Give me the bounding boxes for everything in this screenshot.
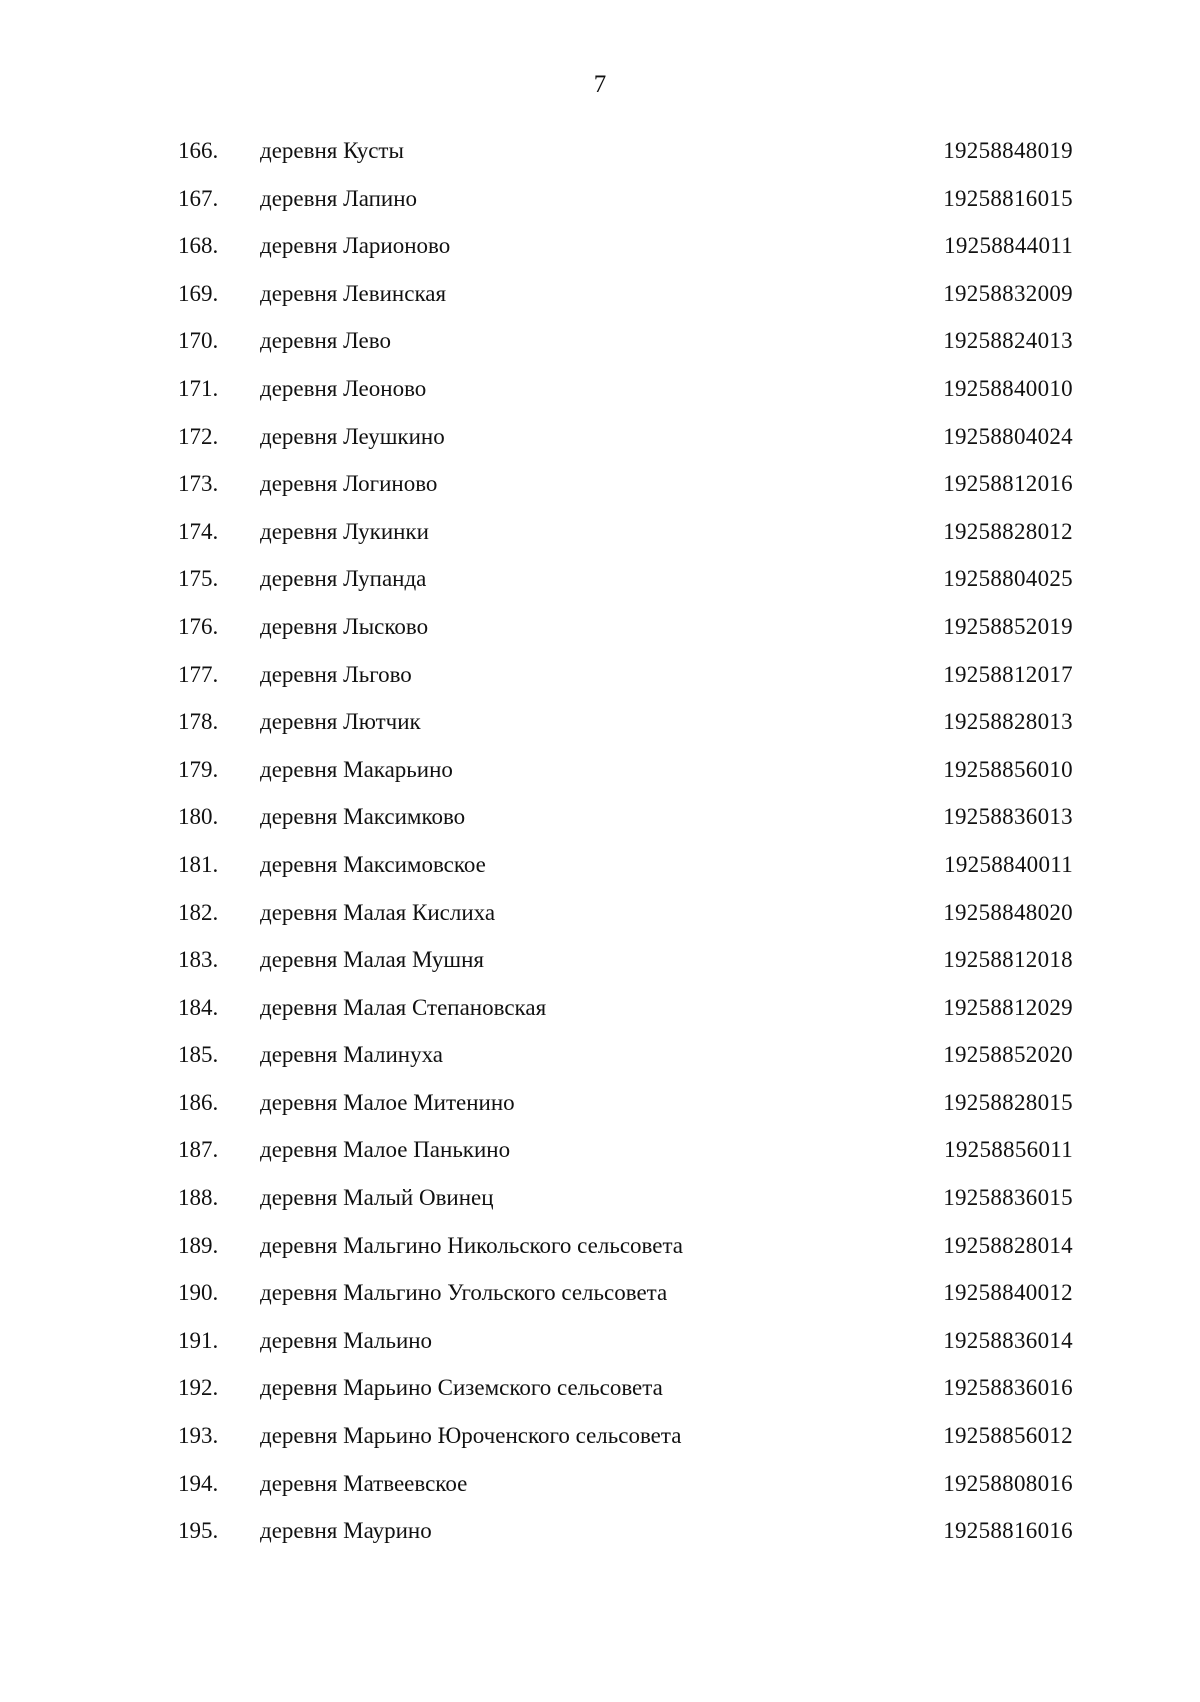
oktmo-code: 19258836016 bbox=[943, 1375, 1073, 1401]
settlement-name: деревня Матвеевское bbox=[260, 1470, 468, 1496]
oktmo-code: 19258856010 bbox=[943, 756, 1073, 782]
row-number: 194. bbox=[178, 1470, 219, 1496]
list-row bbox=[0, 422, 1200, 470]
list-row bbox=[0, 1421, 1200, 1469]
row-number: 173. bbox=[178, 471, 219, 497]
settlement-name: деревня Леушкино bbox=[260, 423, 445, 449]
list-row bbox=[0, 374, 1200, 422]
row-number: 177. bbox=[178, 661, 219, 687]
row-number: 168. bbox=[178, 233, 219, 259]
row-number: 167. bbox=[178, 185, 219, 211]
list-row bbox=[0, 279, 1200, 327]
row-number: 192. bbox=[178, 1375, 219, 1401]
list-row bbox=[0, 612, 1200, 660]
settlement-name: деревня Мальино bbox=[260, 1327, 433, 1353]
list-row bbox=[0, 1135, 1200, 1183]
list-row bbox=[0, 1326, 1200, 1374]
oktmo-code: 19258828015 bbox=[943, 1089, 1073, 1115]
row-number: 187. bbox=[178, 1137, 219, 1163]
oktmo-code: 19258828013 bbox=[943, 709, 1073, 735]
oktmo-code: 19258852020 bbox=[943, 1042, 1073, 1068]
row-number: 180. bbox=[178, 804, 219, 830]
list-row bbox=[0, 898, 1200, 946]
oktmo-code: 19258828012 bbox=[943, 518, 1073, 544]
settlement-name: деревня Малое Панькино bbox=[260, 1137, 511, 1163]
row-number: 175. bbox=[178, 566, 219, 592]
settlement-list bbox=[0, 136, 1200, 1564]
settlement-name: деревня Малое Митенино bbox=[260, 1089, 515, 1115]
list-row bbox=[0, 326, 1200, 374]
oktmo-code: 19258804024 bbox=[943, 423, 1073, 449]
list-row bbox=[0, 993, 1200, 1041]
oktmo-code: 19258836013 bbox=[943, 804, 1073, 830]
page-number: 7 bbox=[593, 71, 607, 98]
row-number: 183. bbox=[178, 947, 219, 973]
oktmo-code: 19258856012 bbox=[943, 1423, 1073, 1449]
oktmo-code: 19258840010 bbox=[943, 375, 1073, 401]
row-number: 195. bbox=[178, 1518, 219, 1544]
oktmo-code: 19258824013 bbox=[943, 328, 1073, 354]
list-row bbox=[0, 1183, 1200, 1231]
settlement-name: деревня Лево bbox=[260, 328, 391, 354]
oktmo-code: 19258856011 bbox=[944, 1137, 1073, 1163]
row-number: 171. bbox=[178, 375, 219, 401]
row-number: 184. bbox=[178, 994, 219, 1020]
row-number: 170. bbox=[178, 328, 219, 354]
settlement-name: деревня Мальгино Угольского сельсовета bbox=[260, 1280, 668, 1306]
list-row bbox=[0, 1231, 1200, 1279]
oktmo-code: 19258828014 bbox=[943, 1232, 1073, 1258]
settlement-name: деревня Лукинки bbox=[260, 518, 429, 544]
row-number: 172. bbox=[178, 423, 219, 449]
list-row bbox=[0, 850, 1200, 898]
oktmo-code: 19258844011 bbox=[944, 233, 1073, 259]
settlement-name: деревня Макарьино bbox=[260, 756, 453, 782]
list-row bbox=[0, 1469, 1200, 1517]
oktmo-code: 19258836015 bbox=[943, 1185, 1073, 1211]
settlement-name: деревня Лупанда bbox=[260, 566, 427, 592]
oktmo-code: 19258808016 bbox=[943, 1470, 1073, 1496]
oktmo-code: 19258848019 bbox=[943, 138, 1073, 163]
oktmo-code: 19258840011 bbox=[944, 851, 1073, 877]
oktmo-code: 19258848020 bbox=[943, 899, 1073, 925]
settlement-name: деревня Кусты bbox=[260, 138, 404, 163]
oktmo-code: 19258840012 bbox=[943, 1280, 1073, 1306]
row-number: 179. bbox=[178, 756, 219, 782]
list-row bbox=[0, 802, 1200, 850]
settlement-name: деревня Лютчик bbox=[260, 709, 421, 735]
settlement-name: деревня Марьино Сиземского сельсовета bbox=[260, 1375, 663, 1401]
row-number: 166. bbox=[178, 138, 219, 163]
settlement-name: деревня Малая Степановская bbox=[260, 994, 547, 1020]
row-number: 191. bbox=[178, 1327, 219, 1353]
row-number: 174. bbox=[178, 518, 219, 544]
list-row bbox=[0, 1088, 1200, 1136]
row-number: 176. bbox=[178, 613, 219, 639]
row-number: 190. bbox=[178, 1280, 219, 1306]
list-row bbox=[0, 517, 1200, 565]
row-number: 189. bbox=[178, 1232, 219, 1258]
settlement-name: деревня Левинская bbox=[260, 280, 447, 306]
list-row bbox=[0, 1516, 1200, 1564]
oktmo-code: 19258836014 bbox=[943, 1327, 1073, 1353]
settlement-name: деревня Леоново bbox=[260, 375, 427, 401]
row-number: 181. bbox=[178, 851, 219, 877]
oktmo-code: 19258816015 bbox=[943, 185, 1073, 211]
oktmo-code: 19258812016 bbox=[943, 471, 1073, 497]
list-row bbox=[0, 1040, 1200, 1088]
oktmo-code: 19258816016 bbox=[943, 1518, 1073, 1544]
row-number: 178. bbox=[178, 709, 219, 735]
oktmo-code: 19258832009 bbox=[943, 280, 1073, 306]
list-row bbox=[0, 564, 1200, 612]
oktmo-code: 19258812018 bbox=[943, 947, 1073, 973]
settlement-name: деревня Лысково bbox=[260, 613, 429, 639]
settlement-name: деревня Малинуха bbox=[260, 1042, 443, 1068]
settlement-name: деревня Маурино bbox=[260, 1518, 432, 1544]
list-row bbox=[0, 945, 1200, 993]
list-row bbox=[0, 469, 1200, 517]
oktmo-code: 19258852019 bbox=[943, 613, 1073, 639]
settlement-name: деревня Ларионово bbox=[260, 233, 451, 259]
list-row bbox=[0, 184, 1200, 232]
settlement-name: деревня Марьино Юроченского сельсовета bbox=[260, 1423, 682, 1449]
list-row bbox=[0, 1373, 1200, 1421]
list-row bbox=[0, 660, 1200, 708]
row-number: 185. bbox=[178, 1042, 219, 1068]
settlement-name: деревня Льгово bbox=[260, 661, 412, 687]
row-number: 182. bbox=[178, 899, 219, 925]
oktmo-code: 19258812029 bbox=[943, 994, 1073, 1020]
row-number: 188. bbox=[178, 1185, 219, 1211]
list-row bbox=[0, 707, 1200, 755]
settlement-name: деревня Малая Кислиха bbox=[260, 899, 496, 925]
settlement-name: деревня Лапино bbox=[260, 185, 418, 211]
list-row bbox=[0, 231, 1200, 279]
settlement-name: деревня Максимовское bbox=[260, 851, 486, 877]
list-row bbox=[0, 1278, 1200, 1326]
settlement-name: деревня Мальгино Никольского сельсовета bbox=[260, 1232, 684, 1258]
oktmo-code: 19258812017 bbox=[943, 661, 1073, 687]
settlement-name: деревня Малая Мушня bbox=[260, 947, 484, 973]
row-number: 193. bbox=[178, 1423, 219, 1449]
oktmo-code: 19258804025 bbox=[943, 566, 1073, 592]
settlement-name: деревня Малый Овинец bbox=[260, 1185, 494, 1211]
row-number: 169. bbox=[178, 280, 219, 306]
row-number: 186. bbox=[178, 1089, 219, 1115]
list-row bbox=[0, 136, 1200, 184]
settlement-name: деревня Логиново bbox=[260, 471, 438, 497]
list-row bbox=[0, 755, 1200, 803]
settlement-name: деревня Максимково bbox=[260, 804, 466, 830]
